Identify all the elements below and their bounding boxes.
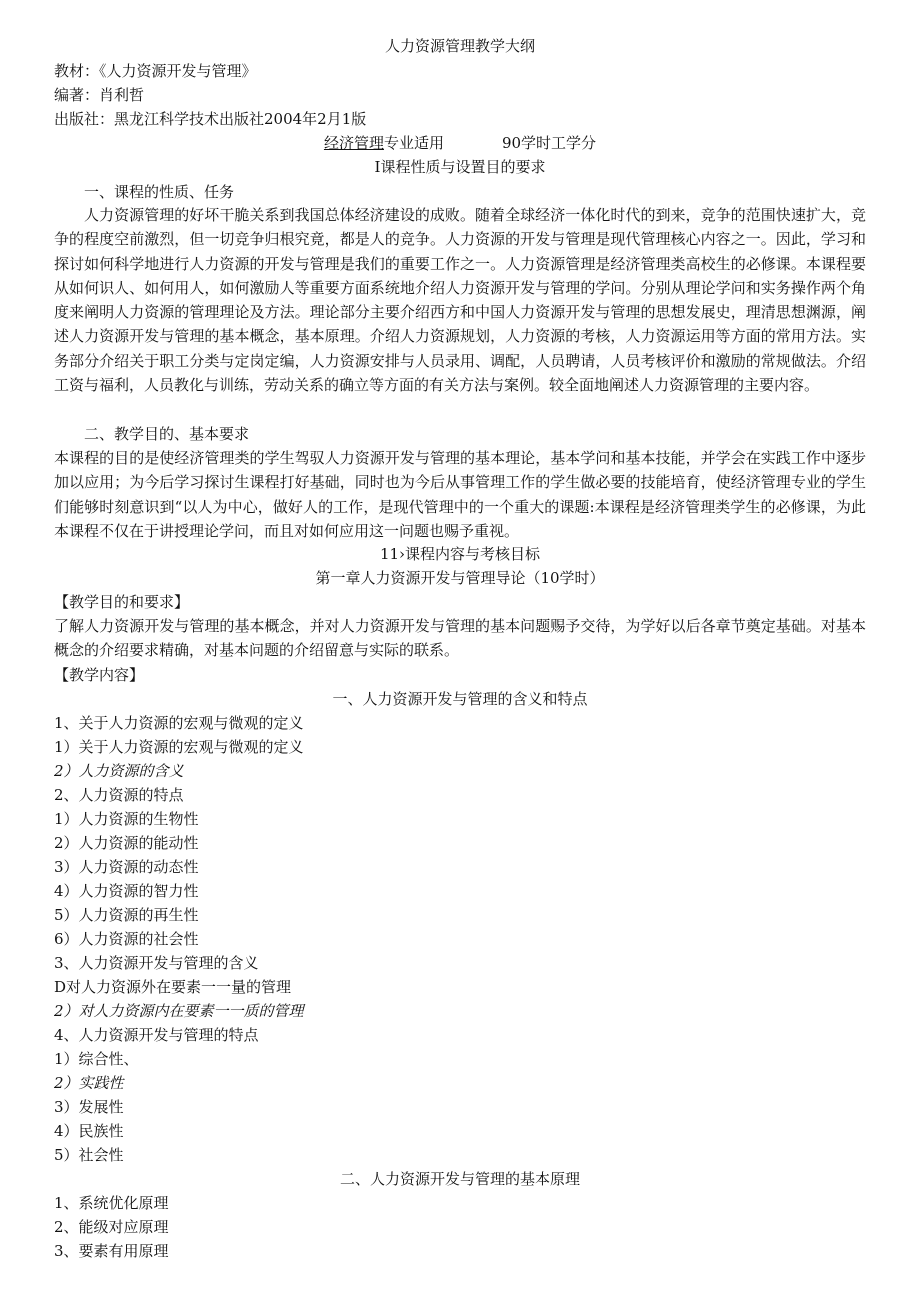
list-item: D对人力资源外在要素一一量的管理 (54, 978, 292, 996)
list-item: 2）对人力资源内在要素一一质的管理 (54, 1002, 304, 1020)
list-item: 2、能级对应原理 (54, 1218, 169, 1236)
section-2-title: 11›课程内容与考核目标 (379, 545, 541, 563)
part-1-heading: 一、人力资源开发与管理的含义和特点 (332, 690, 588, 708)
list-item: 1、关于人力资源的宏观与微观的定义 (54, 714, 304, 732)
list-item: 4、人力资源开发与管理的特点 (54, 1026, 259, 1044)
applicable-line (0, 131, 920, 155)
objectives-paragraph: 了解人力资源开发与管理的基本概念，并对人力资源开发与管理的基本问题赐予交待，为学好以后各章节奠定基础。对基本概念的介绍要求精确，对基本问题的介绍留意与实际的联系。 (54, 617, 866, 660)
list-item: 1、系统优化原理 (54, 1194, 169, 1212)
list-item: 3、人力资源开发与管理的含义 (54, 954, 259, 972)
list-item: 3）人力资源的动态性 (54, 858, 199, 876)
list-item: 1）人力资源的生物性 (54, 810, 199, 828)
list-item: 3、要素有用原理 (54, 1242, 169, 1260)
nature-heading: 一、课程的性质、任务 (84, 183, 235, 201)
goals-paragraph: 本课程的目的是使经济管理类的学生驾驭人力资源开发与管理的基本理论，基本学问和基本技能，并学会在实践工作中逐步加以应用；为今后学习探讨生课程打好基础，同时也为今后从事管理工作的学生做必要的技能培育，使经济管理专业的学生们能够时刻意识到“以人为中心，做好人的工作，是现代管理中的一个重大的课题:本课程是经济管理类学生的必修课，为此本课程不仅在于讲授理论学问，而且对如何应用这一问题也赐予重视。 (54, 449, 866, 540)
list-item: 6）人力资源的社会性 (54, 930, 199, 948)
list-item: 2）实践性 (54, 1074, 124, 1092)
list-item: 1）综合性、 (54, 1050, 139, 1068)
list-item: 1）关于人力资源的宏观与微观的定义 (54, 738, 304, 756)
list-item: 2、人力资源的特点 (54, 786, 184, 804)
nature-paragraph: 人力资源管理的好坏干脆关系到我国总体经济建设的成败。随着全球经济一体化时代的到来，竞争的范围快速扩大，竞争的程度空前激烈，但一切竞争归根究竟，都是人的竞争。人力资源的开发与管理是现代管理核心内容之一。因此，学习和探讨如何科学地进行人力资源的开发与管理是我们的重要工作之一。人力资源管理是经济管理类高校生的必修课。本课程要从如何识人、如何用人，如何激励人等重要方面系统地介绍人力资源开发与管理的学问。分别从理论学问和实务操作两个角度来阐明人力资源的管理理论及方法。理论部分主要介绍西方和中国人力资源开发与管理的思想发展史，理清思想渊源，阐述人力资源开发与管理的基本概念，基本原理。介绍人力资源规划，人力资源的考核，人力资源运用等方面的常用方法。实务部分介绍关于职工分类与定岗定编，人力资源安排与人员录用、调配，人员聘请，人员考核评价和激励的常规做法。介绍工资与福利，人员教化与训练，劳动关系的确立等方面的有关方法与案例。较全面地阐述人力资源管理的主要内容。 (54, 206, 866, 395)
publisher-line: 出版社：黑龙江科学技术出版社2004年2月1版 (54, 110, 367, 128)
chapter-1-title: 第一章人力资源开发与管理导论（10学时） (315, 569, 605, 587)
goals-heading: 二、教学目的、基本要求 (84, 425, 250, 443)
document-title: 人力资源管理教学大纲 (384, 37, 535, 55)
list-item: 3）发展性 (54, 1098, 124, 1116)
author-line: 编著：肖利哲 (54, 86, 145, 104)
list-item: 2）人力资源的含义 (54, 762, 184, 780)
major-name: 经济管理 (323, 134, 384, 152)
list-item: 4）人力资源的智力性 (54, 882, 199, 900)
list-item: 4）民族性 (54, 1122, 124, 1140)
list-item: 2）人力资源的能动性 (54, 834, 199, 852)
content-label: 【教学内容】 (54, 666, 145, 684)
part-2-heading: 二、人力资源开发与管理的基本原理 (339, 1170, 580, 1188)
section-1-title: I课程性质与设置目的要求 (374, 158, 546, 176)
list-item: 5）人力资源的再生性 (54, 906, 199, 924)
credit-hours: 90学时工学分 (501, 134, 597, 152)
major-suffix: 专业适用 (383, 134, 444, 152)
objectives-label: 【教学目的和要求】 (54, 593, 190, 611)
list-item: 5）社会性 (54, 1146, 124, 1164)
textbook-line: 教材：《人力资源开发与管理》 (54, 62, 257, 80)
